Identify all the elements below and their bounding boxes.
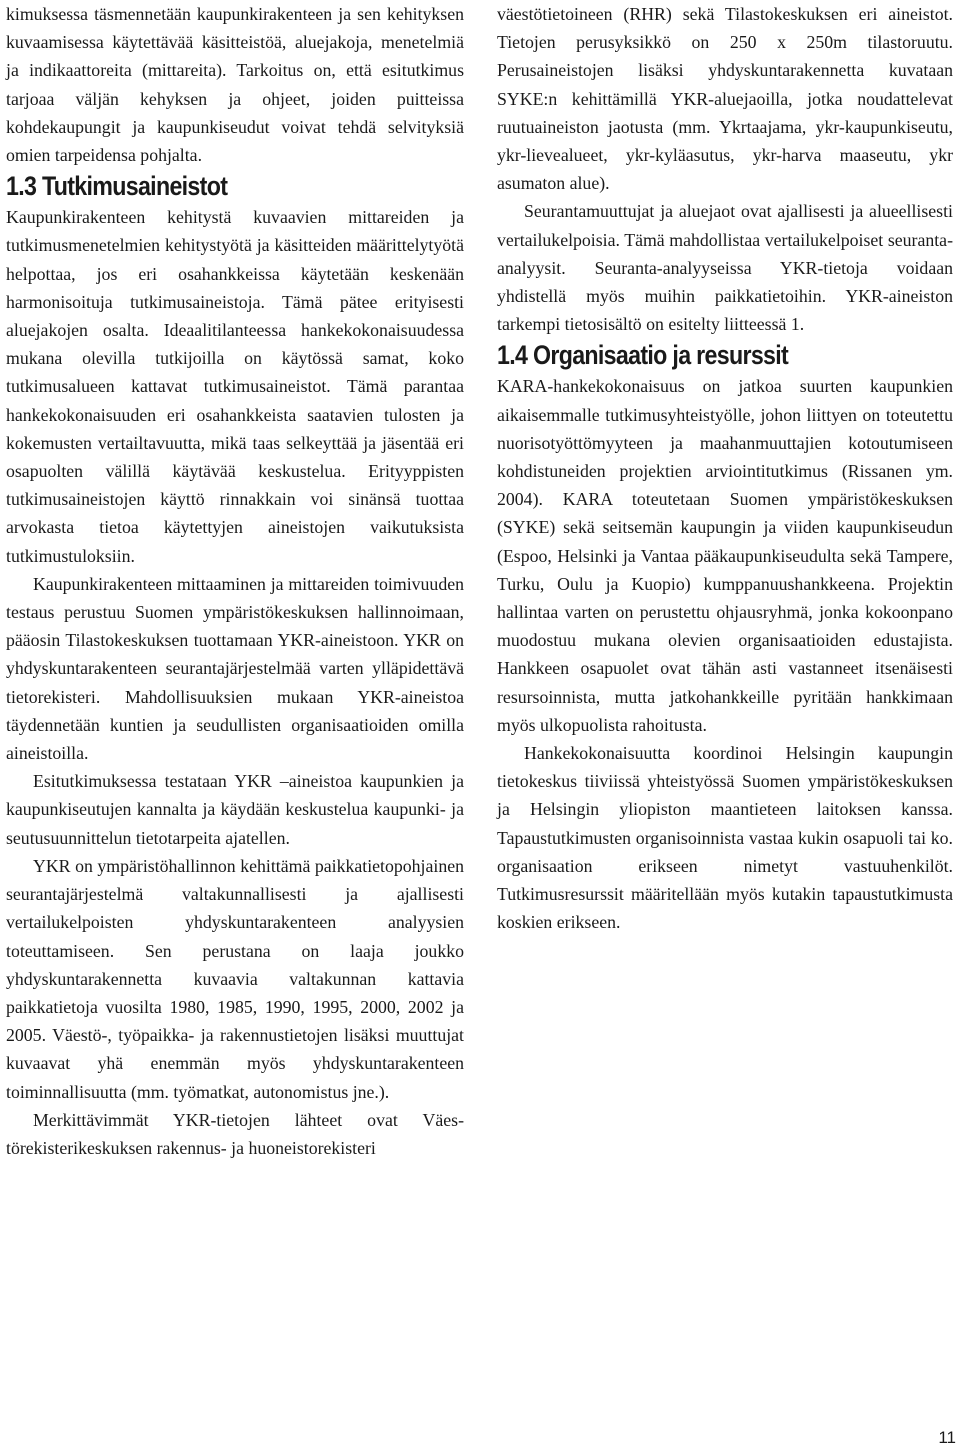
body-paragraph: Kaupunkirakenteen kehitystä kuvaavien mittareiden ja tutkimusmenetelmien kehitystyötä ja käsitteiden määrittelytyötä helpottaa, jos eri osahankkeissa käytetään keskenään harmonisoituja tutkimusaineistoja. Tämä pätee erityisesti aluejakojen osalta. Ideaalitilanteessa hankekokonaisuudessa mukana olevilla tutkijoilla on käytössä samat, koko tutkimusalueen kattavat tutkimusaineistot. Tämä parantaa hankekokonaisuuden eri osahankkeista saatavien tulosten ja kokemusten vertailtavuutta, mikä taas selkeyttää ja jäsentää eri osapuolten välillä käytävää keskustelua. Erityyppisten tutkimusaineistojen käyttö rinnakkain voi sinänsä tuottaa arvokasta tietoa käytettyjen aineistojen vaikutuksista tutkimustuloksiin. [6,207,464,566]
right-column [497,0,953,937]
body-paragraph: Kaupunkirakenteen mittaaminen ja mittareiden toimivuuden testaus perustuu Suomen ympäristökeskuksen hallinnoimaan, pääosin Tilastokeskuksen tuottamaan YKR-aineistoon. YKR on yhdyskuntarakenteen seurantajärjestelmää varten ylläpidettävä tietorekisteri. Mahdollisuuksien mukaan YKR-aineistoa täydennetään kuntien ja seudullisten organisaatioiden omilla aineistoilla. [6,573,464,764]
section-heading-tutkimusaineistot: 1.3 Tutkimusaineistot [6,171,228,202]
intro-paragraph: kimuksessa täsmennetään kaupunkirakenteen ja sen kehityksen kuvaamisessa käytettävää käsitteistöä, aluejakoja, menetelmiä ja indikaattoreita (mittareita). Tarkoitus on, että esitutkimus tarjoaa väljän kehyksen ja ohjeet, joiden puitteissa kohdekaupungit ja kaupunkiseudut voivat tehdä selvityksiä omien tarpeidensa pohjalta. [6,4,464,166]
body-paragraph: Hankekokonaisuutta koordinoi Helsingin kaupungin tietokeskus tiiviissä yhteistyössä Suomen ympäristökeskuksen ja Helsingin yliopiston maantieteen laitoksen kanssa. Tapaustutkimusten organisoinnista vastaa kukin osapuoli tai ko. organisaation erikseen nimetyt vastuuhenkilöt. Tutkimusresurssit määritellään myös kutakin tapaustutkimusta koskien erikseen. [497,743,953,933]
left-column [6,0,464,1162]
section-heading-organisaatio: 1.4 Organisaatio ja resurssit [497,340,789,371]
body-paragraph: väestötietoineen (RHR) sekä Tilastokeskuksen eri aineistot. Tietojen perusyksikkö on 250 x 250m tilastoruutu. Perusaineistojen lisäksi yhdyskuntarakennetta kuvataan SYKE:n kehittämillä YKR-aluejaoilla, jotka noudattelevat ruutuaineiston jaotusta (mm. Ykrtaajama, ykr-kaupunkiseutu, ykr-lievealueet, ykr-kyläasutus, ykr-harva maaseutu, ykr asumaton alue). [497,4,953,194]
body-paragraph: Seurantamuuttujat ja aluejaot ovat ajallisesti ja alueellisesti vertailukelpoisia. Tämä mahdollistaa vertailukelpoiset seuranta-analyysit. Seuranta-analyyseissa YKR-tietoja voidaan yhdistellä myös muihin paikkatietoihin. YKR-aineiston tarkempi tietosisältö on esitelty liitteessä 1. [497,201,953,335]
body-paragraph: Merkittävimmät YKR-tietojen lähteet ovat Väestörekisterikeskuksen rakennus- ja huoneistorekisteri [6,1109,464,1158]
page-number: 11 [938,1428,956,1447]
body-paragraph: Esitutkimuksessa testataan YKR –aineistoa kaupunkien ja kaupunkiseutujen kannalta ja käydään keskustelua kaupunki- ja seutusuunnittelun tietotarpeita ajatellen. [6,771,464,848]
body-paragraph: YKR on ympäristöhallinnon kehittämä paikkatietopohjainen seurantajärjestelmä valtakunnallisesti ja ajallisesti vertailukelpoisten yhdyskuntarakenteen analyysien toteuttamiseen. Sen perustana on laaja joukko yhdyskuntarakennetta kuvaavia valtakunnan kattavia paikkatietoja vuosilta 1980, 1985, 1990, 1995, 2000, 2002 ja 2005. Väestö-, työpaikka- ja rakennustietojen lisäksi muuttujat kuvaavat yhä enemmän myös yhdyskuntarakenteen toiminnallisuutta (mm. työmatkat, autonomistus jne.). [6,855,464,1102]
body-paragraph: KARA-hankekokonaisuus on jatkoa suurten kaupunkien aikaisemmalle tutkimusyhteistyölle, johon liittyen on toteutettu nuorisotyöttömyyteen ja maahanmuuttajien kotoutumiseen kohdistuneiden projektien arviointitutkimus (Rissanen ym. 2004). KARA toteutetaan Suomen ympäristökeskuksen (SYKE) sekä seitsemän kaupungin ja viiden kaupunkiseudun (Espoo, Helsinki ja Vantaa pääkaupunkiseudulta sekä Tampere, Turku, Oulu ja Kuopio) kumppanuushankkeena. Projektin hallintaa varten on perustettu ohjausryhmä, jonka kokoonpano muodostuu mukana olevien organisaatioiden edustajista. Hankkeen osapuolet ovat tähän asti vastanneet itsenäisesti resursoinnista, mutta jatkohankkeille pyritään hankkimaan myös ulkopuolista rahoitusta. [497,376,953,735]
